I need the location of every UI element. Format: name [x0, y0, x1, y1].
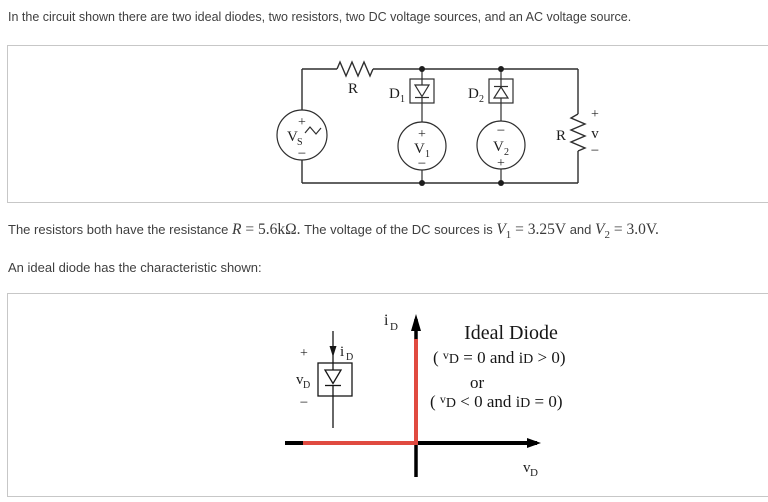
- cond-off-open: (: [430, 392, 440, 411]
- device-voltage-label-sub: D: [303, 380, 311, 391]
- device-plus-sign: +: [300, 346, 308, 361]
- cond-on-open: (: [433, 348, 443, 367]
- values-text: [8, 221, 659, 242]
- v1-minus-sign: −: [417, 156, 427, 172]
- condition-or-text: or: [470, 373, 485, 392]
- v1-label-sub: 1: [425, 149, 430, 160]
- x-axis-label-sub: D: [530, 467, 538, 479]
- circuit-figure-frame: [7, 45, 768, 203]
- v1-value: = 3.25V: [511, 221, 567, 238]
- vs-label: V: [287, 129, 298, 145]
- cond-off-mid: < 0 and: [456, 392, 516, 411]
- y-axis-label: i: [384, 312, 389, 329]
- device-minus-sign: −: [299, 395, 309, 411]
- cond-off-i: i: [515, 394, 521, 411]
- diode2-label: D: [468, 86, 479, 102]
- cond-off-i-sub: D: [520, 396, 531, 411]
- diode2-label-sub: 2: [479, 94, 484, 105]
- v1-plus-sign: +: [418, 127, 426, 142]
- ideal-diode-title: Ideal Diode: [464, 322, 558, 344]
- resistor-top-label: R: [347, 81, 359, 97]
- v2-plus-sign: +: [497, 156, 505, 171]
- intro-text: In the circuit shown there are two ideal diodes, two resistors, two DC voltage sources, and an AC voltage source.: [8, 10, 632, 24]
- values-text-part: The resistors both have the resistance: [8, 222, 233, 237]
- v2-minus-sign: −: [496, 123, 506, 139]
- output-v-label: v: [591, 126, 599, 142]
- vs-label-sub: S: [297, 137, 303, 148]
- resistor-right-label: R: [555, 128, 567, 144]
- condition-on-text: [433, 348, 566, 368]
- resistance-math: [232, 221, 300, 238]
- cond-on-v: v: [442, 348, 449, 362]
- v2-label: V: [493, 139, 504, 155]
- cond-on-close: > 0): [533, 348, 566, 367]
- v2-subscript: 2: [604, 229, 610, 242]
- v2-math: [595, 221, 659, 242]
- vs-plus-sign: +: [298, 115, 306, 130]
- characteristic-figure-frame: [7, 293, 768, 497]
- v2-label-sub: 2: [504, 147, 509, 158]
- condition-off-text: [430, 392, 563, 412]
- v1-subscript: 1: [505, 229, 512, 242]
- x-axis-label: v: [523, 460, 531, 476]
- vs-minus-sign: −: [297, 146, 307, 162]
- values-text-part: The voltage of the DC sources is: [300, 222, 497, 237]
- diode1-label: D: [389, 86, 400, 102]
- device-current-label-sub: D: [346, 352, 354, 363]
- diode1-label-sub: 1: [400, 94, 405, 105]
- cond-off-close: = 0): [530, 392, 563, 411]
- cond-on-v-sub: D: [448, 352, 460, 367]
- cond-on-mid: = 0 and: [459, 348, 519, 367]
- y-axis-label-sub: D: [390, 321, 398, 333]
- cond-on-i: i: [518, 350, 524, 367]
- device-current-label: i: [340, 344, 345, 360]
- output-plus-sign: +: [591, 107, 599, 122]
- output-minus-sign: −: [590, 143, 600, 159]
- v1-var: V: [496, 221, 506, 238]
- v2-var: V: [595, 221, 605, 238]
- v1-math: [496, 221, 567, 242]
- resistance-var: R: [232, 221, 242, 238]
- characteristic-intro-text: An ideal diode has the characteristic shown:: [8, 260, 262, 275]
- cond-off-v-sub: D: [445, 396, 457, 411]
- cond-off-v: v: [439, 392, 446, 406]
- resistance-value: = 5.6kΩ.: [241, 221, 301, 238]
- device-voltage-label: v: [296, 372, 304, 388]
- v1-label: V: [414, 141, 425, 157]
- values-text-part: and: [566, 222, 596, 237]
- v2-value: = 3.0V.: [609, 221, 659, 238]
- cond-on-i-sub: D: [523, 352, 534, 367]
